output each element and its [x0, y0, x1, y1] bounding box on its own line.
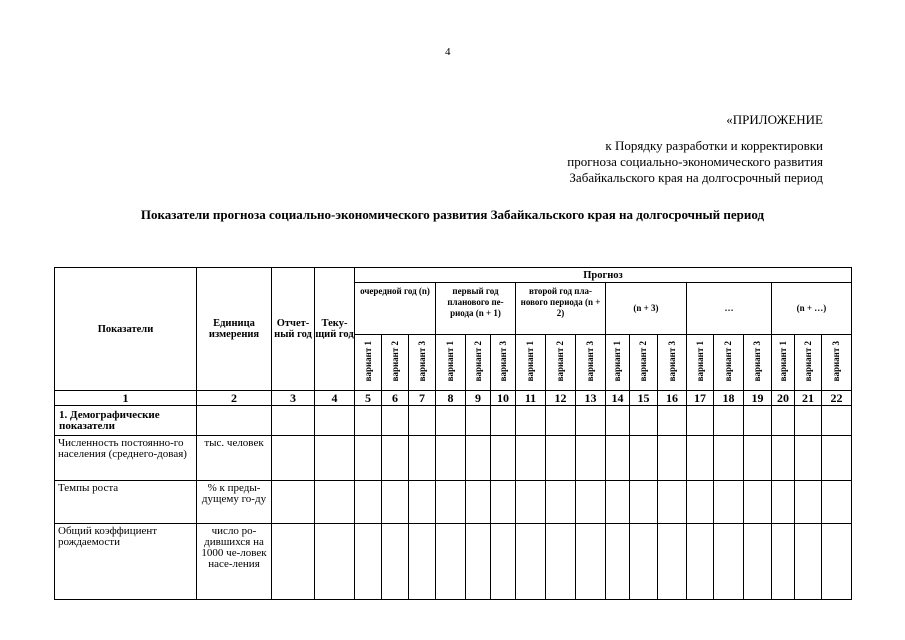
column-number: 12 — [546, 391, 576, 406]
page-number: 4 — [445, 46, 451, 58]
variant-label: вариант 1 — [362, 340, 373, 382]
column-number: 6 — [382, 391, 409, 406]
table-row — [55, 481, 852, 524]
variant-label: вариант 2 — [723, 340, 733, 382]
section-row — [55, 406, 852, 436]
forecast-group: второй год пла-нового периода (n + 2) — [516, 283, 606, 335]
column-number: 20 — [772, 391, 795, 406]
header-current-year: Теку-щий год — [315, 268, 355, 391]
column-number: 22 — [822, 391, 852, 406]
indicator-name: Темпы роста — [55, 481, 197, 524]
variant-label: вариант 3 — [666, 340, 677, 382]
column-number: 1 — [55, 391, 197, 406]
column-number: 10 — [491, 391, 516, 406]
variant-label: вариант 2 — [389, 340, 400, 382]
variant-label: вариант 3 — [585, 340, 595, 382]
variant-label: вариант 3 — [831, 340, 841, 382]
indicator-unit: число ро-дившихся на 1000 че-ловек насе-ления — [197, 524, 272, 600]
forecast-group: … — [687, 283, 772, 335]
column-number: 3 — [272, 391, 315, 406]
forecast-group: первый год планового пе-риода (n + 1) — [436, 283, 516, 335]
appendix-line: прогноза социально-экономического развития — [567, 154, 823, 169]
column-number: 11 — [516, 391, 546, 406]
document-title: Показатели прогноза социально-экономического развития Забайкальского края на долгосрочный период — [140, 207, 765, 222]
column-number: 16 — [658, 391, 687, 406]
table-row — [55, 436, 852, 481]
indicator-name: Общий коэффициент рождаемости — [55, 524, 197, 600]
column-number: 5 — [355, 391, 382, 406]
indicator-unit: тыс. человек — [197, 436, 272, 481]
header-forecast: Прогноз — [355, 268, 852, 283]
column-number: 4 — [315, 391, 355, 406]
appendix-line: к Порядку разработки и корректировки — [605, 138, 823, 153]
column-number: 18 — [714, 391, 744, 406]
forecast-group: (n + 3) — [606, 283, 687, 335]
table-row — [55, 524, 852, 600]
variant-label: вариант 1 — [694, 340, 705, 382]
column-number-row — [55, 391, 852, 406]
variant-label: вариант 2 — [555, 340, 565, 382]
variant-label: вариант 3 — [752, 340, 762, 382]
forecast-table — [54, 267, 852, 600]
forecast-group: (n + …) — [772, 283, 852, 335]
column-number: 13 — [576, 391, 606, 406]
indicator-unit: % к преды-дущему го-ду — [197, 481, 272, 524]
column-number: 7 — [409, 391, 436, 406]
variant-label: вариант 3 — [497, 340, 508, 382]
variant-label: вариант 3 — [416, 340, 427, 382]
variant-label: вариант 1 — [612, 340, 622, 382]
column-number: 15 — [630, 391, 658, 406]
header-unit: Единица измерения — [197, 268, 272, 391]
appendix-heading: «ПРИЛОЖЕНИЕ — [726, 112, 823, 127]
column-number: 9 — [466, 391, 491, 406]
variant-label: вариант 2 — [472, 340, 483, 382]
variant-label: вариант 1 — [445, 340, 455, 382]
forecast-group: очередной год (n) — [355, 283, 436, 335]
column-number: 2 — [197, 391, 272, 406]
column-number: 14 — [606, 391, 630, 406]
variant-label: вариант 2 — [802, 340, 813, 382]
column-number: 21 — [795, 391, 822, 406]
appendix-block — [567, 112, 823, 186]
column-number: 17 — [687, 391, 714, 406]
variant-label: вариант 1 — [525, 340, 535, 382]
header-report-year: Отчет-ный год — [272, 268, 315, 391]
variant-label: вариант 1 — [777, 340, 788, 382]
indicator-name: Численность постоянно-го населения (среднего-довая) — [55, 436, 197, 481]
column-number: 8 — [436, 391, 466, 406]
appendix-line: Забайкальского края на долгосрочный период — [569, 170, 823, 185]
section-heading: 1. Демографические показатели — [55, 406, 197, 436]
variant-label: вариант 2 — [638, 340, 648, 382]
column-number: 19 — [744, 391, 772, 406]
header-indicators: Показатели — [55, 268, 197, 391]
